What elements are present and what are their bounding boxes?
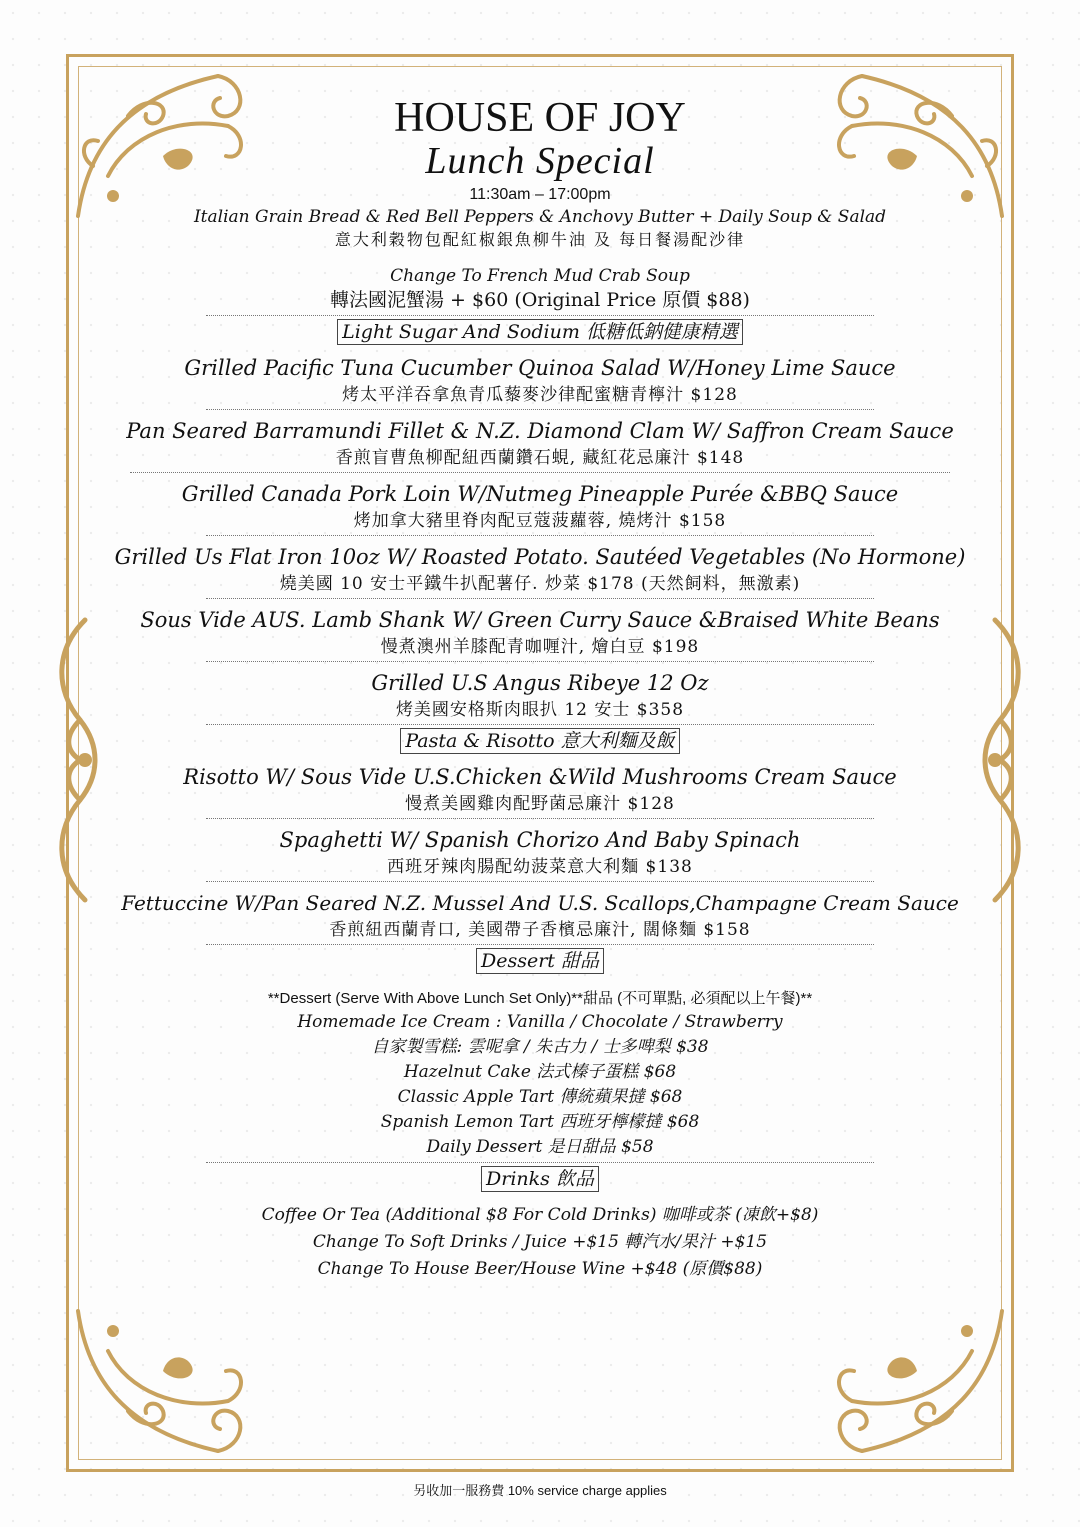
- restaurant-name: HOUSE OF JOY: [394, 95, 686, 141]
- dish-name-en: Risotto W/ Sous Vide U.S.Chicken &Wild Mushrooms Cream Sauce: [183, 765, 897, 789]
- dessert-line: Classic Apple Tart 傳統蘋果撻 $68: [397, 1087, 683, 1107]
- set-includes-zh: 意大利穀物包配紅椒銀魚柳牛油 及 每日餐湯配沙律: [334, 230, 746, 249]
- menu-content: [100, 95, 980, 1283]
- dessert-line: Homemade Ice Cream : Vanilla / Chocolate / Strawberry: [297, 1012, 783, 1032]
- set-includes-en: Italian Grain Bread & Red Bell Peppers & Anchovy Butter + Daily Soup & Salad: [193, 207, 887, 227]
- drink-line: Change To House Beer/House Wine +$48 (原價$88): [317, 1259, 763, 1279]
- dish-name-en: Sous Vide AUS. Lamb Shank W/ Green Curry Sauce &Braised White Beans: [140, 608, 940, 632]
- dish-name-en: Grilled Us Flat Iron 10oz W/ Roasted Potato. Sautéed Vegetables (No Hormone): [114, 545, 966, 569]
- dish-name-en: Spaghetti W/ Spanish Chorizo And Baby Spinach: [279, 828, 801, 852]
- drink-line: Change To Soft Drinks / Juice +$15 轉汽水/果汁 +$15: [312, 1232, 768, 1252]
- dessert-line: 自家製雪糕: 雲呢拿 / 朱古力 / 士多啤梨 $38: [371, 1037, 709, 1057]
- dish-name-zh: 慢煮澳州羊膝配青咖喱汁, 燴白豆 $198: [380, 637, 700, 657]
- divider: [206, 1162, 874, 1163]
- dessert-line: Hazelnut Cake 法式榛子蛋糕 $68: [403, 1062, 677, 1082]
- divider: [206, 661, 874, 662]
- divider: [206, 315, 874, 316]
- dish-name-zh: 烤太平洋吞拿魚青瓜藜麥沙律配蜜糖青檸汁 $128: [342, 385, 738, 405]
- divider: [206, 818, 874, 819]
- dish-name-zh: 香煎紐西蘭青口, 美國帶子香檳忌廉汁, 闊條麵 $158: [329, 920, 751, 940]
- section-heading-pasta: Pasta & Risotto 意大利麵及飯: [400, 728, 679, 754]
- divider: [130, 472, 950, 473]
- corner-ornament-icon: [68, 1301, 258, 1471]
- divider: [206, 409, 874, 410]
- dish-name-zh: 西班牙辣肉腸配幼菠菜意大利麵 $138: [387, 857, 693, 877]
- dessert-line: Spanish Lemon Tart 西班牙檸檬撻 $68: [380, 1112, 700, 1132]
- divider: [206, 724, 874, 725]
- section-heading-dessert: Dessert 甜品: [476, 948, 604, 974]
- opening-hours: 11:30am – 17:00pm: [469, 186, 611, 203]
- dish-name-en: Pan Seared Barramundi Fillet & N.Z. Diamond Clam W/ Saffron Cream Sauce: [126, 419, 954, 443]
- dish-name-zh: 香煎盲曹魚柳配紐西蘭鑽石蜆, 藏紅花忌廉汁 $148: [335, 448, 745, 468]
- section-heading-drinks: Drinks 飲品: [481, 1166, 599, 1192]
- dish-name-zh: 烤美國安格斯肉眼扒 12 安士 $358: [395, 700, 685, 720]
- side-ornament-icon: [970, 610, 1040, 910]
- section-heading-light: Light Sugar And Sodium 低糖低鈉健康精選: [337, 319, 743, 345]
- dessert-line: Daily Dessert 是日甜品 $58: [426, 1137, 654, 1157]
- menu-item: [100, 542, 980, 596]
- service-charge-note: 另收加一服務費 10% service charge applies: [413, 1483, 667, 1498]
- dish-name-zh: 烤加拿大豬里脊肉配豆蔻菠蘿蓉, 燒烤汁 $158: [353, 511, 727, 531]
- dish-name-en: Grilled U.S Angus Ribeye 12 Oz: [371, 671, 709, 695]
- menu-item: [100, 353, 980, 407]
- menu-item: [100, 825, 980, 879]
- menu-item: [100, 479, 980, 533]
- dish-name-en: Grilled Canada Pork Loin W/Nutmeg Pineapple Purée &BBQ Sauce: [181, 482, 899, 506]
- soup-upgrade-en: Change To French Mud Crab Soup: [390, 266, 690, 286]
- dish-name-en: Grilled Pacific Tuna Cucumber Quinoa Salad W/Honey Lime Sauce: [184, 356, 896, 380]
- divider: [206, 881, 874, 882]
- menu-item: [100, 762, 980, 816]
- menu-item: [100, 416, 980, 470]
- dessert-note: **Dessert (Serve With Above Lunch Set Only)**甜品 (不可單點, 必須配以上午餐)**: [267, 990, 813, 1007]
- corner-ornament-icon: [822, 1301, 1012, 1471]
- soup-upgrade-zh: 轉法國泥蟹湯 + $60 (Original Price 原價 $88): [330, 289, 750, 311]
- menu-subtitle: Lunch Special: [425, 140, 655, 182]
- dish-name-zh: 慢煮美國雞肉配野菌忌廉汁 $128: [405, 794, 675, 814]
- divider: [206, 944, 874, 945]
- menu-item: [100, 888, 980, 942]
- divider: [206, 598, 874, 599]
- dish-name-en: Fettuccine W/Pan Seared N.Z. Mussel And U.S. Scallops,Champagne Cream Sauce: [121, 891, 959, 915]
- dish-name-zh: 燒美國 10 安士平鐵牛扒配薯仔. 炒菜 $178 (天然飼料，無激素): [279, 574, 801, 594]
- menu-item: [100, 605, 980, 659]
- menu-item: [100, 668, 980, 722]
- drink-line: Coffee Or Tea (Additional $8 For Cold Drinks) 咖啡或茶 (凍飲+$8): [261, 1205, 819, 1225]
- divider: [206, 535, 874, 536]
